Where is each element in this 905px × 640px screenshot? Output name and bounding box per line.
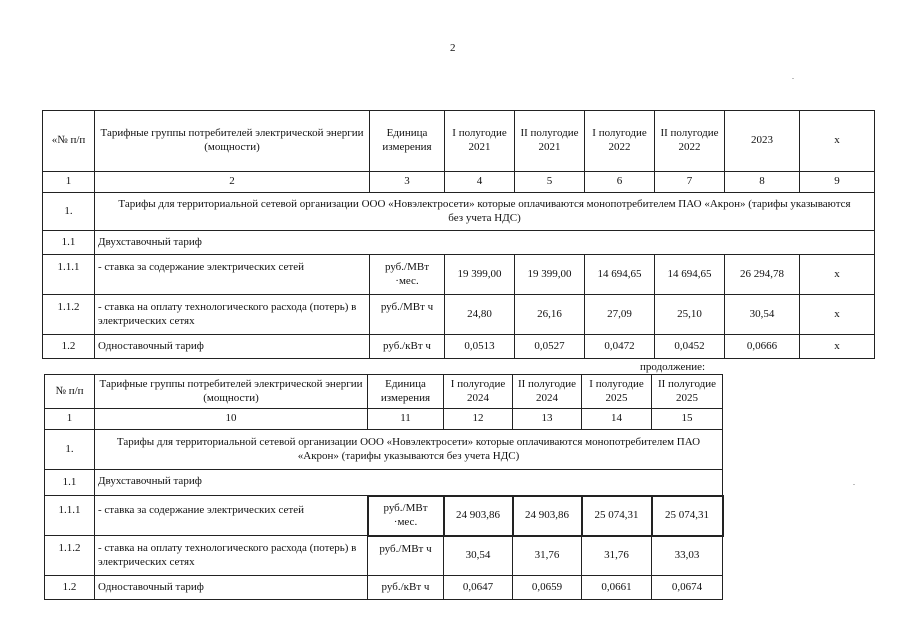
col-header: «№ п/п — [43, 111, 95, 172]
column-number: 5 — [515, 172, 585, 193]
table-row — [43, 335, 875, 359]
col-header: Тарифные группы потребителей электрической энергии (мощности) — [95, 375, 368, 409]
column-number: 13 — [513, 409, 582, 430]
tariff-table-2024-2025 — [44, 374, 724, 600]
row-number: 1.1.2 — [45, 536, 95, 576]
row-value: 0,0527 — [515, 335, 585, 359]
row-name: - ставка за содержание электрических сетей — [95, 255, 370, 295]
row-unit: руб./кВт ч — [370, 335, 445, 359]
subsection-row — [43, 231, 875, 255]
row-number: 1.1.1 — [43, 255, 95, 295]
row-number: 1.2 — [45, 576, 95, 600]
row-unit: руб./МВт ч — [370, 295, 445, 335]
table-row — [45, 536, 723, 576]
column-number: 1 — [45, 409, 95, 430]
row-name: - ставка на оплату технологического расхода (потерь) в электрических сетях — [95, 536, 368, 576]
row-value: 31,76 — [582, 536, 652, 576]
row-value: 0,0661 — [582, 576, 652, 600]
col-header: I полугодие 2021 — [445, 111, 515, 172]
row-name: - ставка за содержание электрических сетей — [95, 496, 368, 536]
row-number: 1.1 — [43, 231, 95, 255]
column-number: 6 — [585, 172, 655, 193]
col-header: 2023 — [725, 111, 800, 172]
subsection-title: Двухставочный тариф — [95, 231, 875, 255]
col-header: II полугодие 2024 — [513, 375, 582, 409]
row-value: 0,0452 — [655, 335, 725, 359]
col-header: № п/п — [45, 375, 95, 409]
row-value: 0,0666 — [725, 335, 800, 359]
row-value: 0,0647 — [444, 576, 513, 600]
row-number: 1.1.1 — [45, 496, 95, 536]
section-row — [45, 430, 723, 470]
row-value: 25 074,31 — [582, 496, 652, 536]
row-unit: руб./МВт ·мес. — [370, 255, 445, 295]
scan-speck: . — [792, 72, 794, 81]
column-number: 14 — [582, 409, 652, 430]
section-row — [43, 193, 875, 231]
scan-speck: . — [853, 478, 855, 487]
column-number-row — [45, 409, 723, 430]
col-header: Единица измерения — [368, 375, 444, 409]
col-header: I полугодие 2024 — [444, 375, 513, 409]
column-number: 9 — [800, 172, 875, 193]
row-value: 30,54 — [725, 295, 800, 335]
row-value: 30,54 — [444, 536, 513, 576]
row-value: 0,0674 — [652, 576, 723, 600]
row-value: 25,10 — [655, 295, 725, 335]
row-value: 33,03 — [652, 536, 723, 576]
col-header: I полугодие 2025 — [582, 375, 652, 409]
column-number: 15 — [652, 409, 723, 430]
row-value: 19 399,00 — [445, 255, 515, 295]
header-row — [45, 375, 723, 409]
column-number: 11 — [368, 409, 444, 430]
row-unit: руб./кВт ч — [368, 576, 444, 600]
column-number: 12 — [444, 409, 513, 430]
row-number: 1.1 — [45, 470, 95, 496]
table-row — [45, 496, 723, 536]
column-number: 4 — [445, 172, 515, 193]
column-number: 1 — [43, 172, 95, 193]
section-title: Тарифы для территориальной сетевой организации ООО «Новэлектросети» которые оплачиваются монопотребителем ПАО «Акрон» (тарифы указываются без учета НДС) — [95, 430, 723, 470]
row-value: 27,09 — [585, 295, 655, 335]
header-row — [43, 111, 875, 172]
row-name: Одноставочный тариф — [95, 576, 368, 600]
col-header: II полугодие 2022 — [655, 111, 725, 172]
col-header: II полугодие 2025 — [652, 375, 723, 409]
continuation-label: продолжение: — [640, 361, 706, 373]
col-header: Единица измерения — [370, 111, 445, 172]
col-header: х — [800, 111, 875, 172]
column-number: 3 — [370, 172, 445, 193]
row-value: х — [800, 295, 875, 335]
table-row — [45, 576, 723, 600]
row-value: х — [800, 255, 875, 295]
tariff-table-2021-2023 — [42, 110, 875, 359]
row-value: х — [800, 335, 875, 359]
row-name: - ставка на оплату технологического расхода (потерь) в электрических сетях — [95, 295, 370, 335]
row-value: 0,0659 — [513, 576, 582, 600]
column-number-row — [43, 172, 875, 193]
page-number: 2 — [450, 42, 456, 54]
row-value: 0,0472 — [585, 335, 655, 359]
col-header: Тарифные группы потребителей электрической энергии (мощности) — [95, 111, 370, 172]
row-number: 1.1.2 — [43, 295, 95, 335]
row-value: 24 903,86 — [513, 496, 582, 536]
row-value: 19 399,00 — [515, 255, 585, 295]
row-name: Одноставочный тариф — [95, 335, 370, 359]
col-header: II полугодие 2021 — [515, 111, 585, 172]
section-title: Тарифы для территориальной сетевой организации ООО «Новэлектросети» которые оплачиваются монопотребителем ПАО «Акрон» (тарифы указываются без учета НДС) — [95, 193, 875, 231]
col-header: I полугодие 2022 — [585, 111, 655, 172]
row-value: 26,16 — [515, 295, 585, 335]
column-number: 2 — [95, 172, 370, 193]
row-value: 31,76 — [513, 536, 582, 576]
row-value: 24 903,86 — [444, 496, 513, 536]
row-value: 24,80 — [445, 295, 515, 335]
column-number: 7 — [655, 172, 725, 193]
row-unit: руб./МВт ·мес. — [368, 496, 444, 536]
row-value: 25 074,31 — [652, 496, 723, 536]
table-row — [43, 295, 875, 335]
row-number: 1. — [43, 193, 95, 231]
subsection-row — [45, 470, 723, 496]
row-value: 14 694,65 — [655, 255, 725, 295]
row-unit: руб./МВт ч — [368, 536, 444, 576]
row-number: 1.2 — [43, 335, 95, 359]
row-value: 26 294,78 — [725, 255, 800, 295]
column-number: 8 — [725, 172, 800, 193]
row-value: 14 694,65 — [585, 255, 655, 295]
row-value: 0,0513 — [445, 335, 515, 359]
table-row — [43, 255, 875, 295]
subsection-title: Двухставочный тариф — [95, 470, 723, 496]
column-number: 10 — [95, 409, 368, 430]
row-number: 1. — [45, 430, 95, 470]
